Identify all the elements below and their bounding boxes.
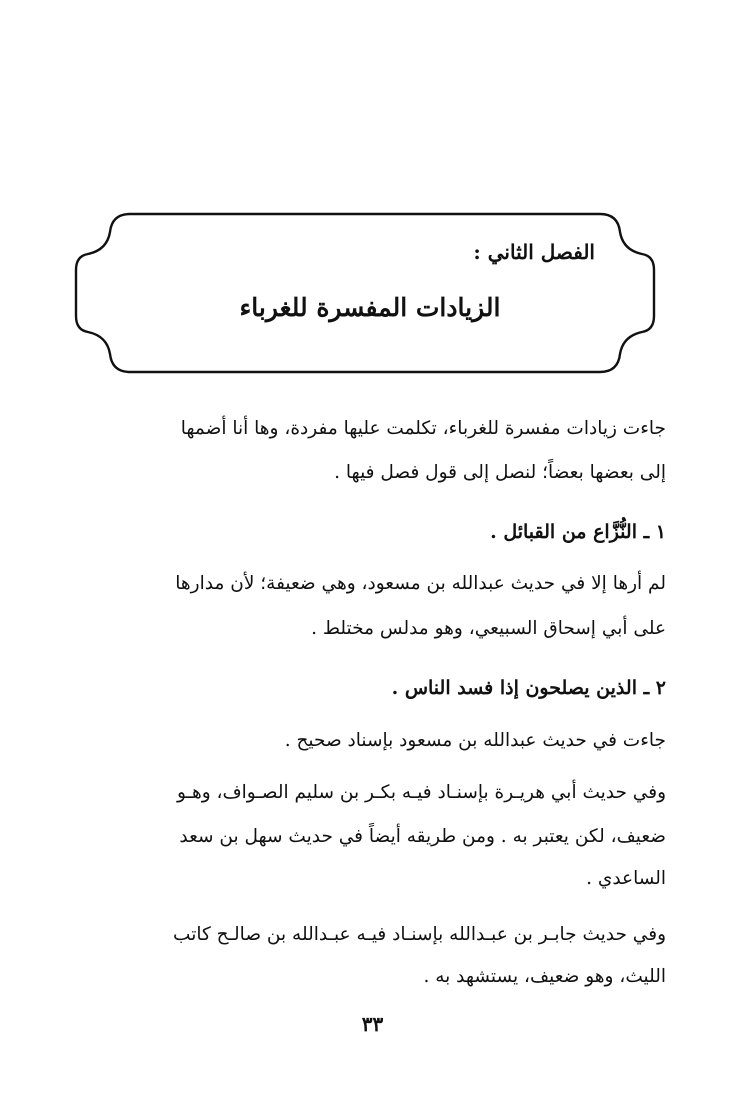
paragraph-1-line-2: على أبي إسحاق السبيعي، وهو مدلس مختلط . — [311, 618, 666, 639]
paragraph-2-line-1: جاءت في حديث عبدالله بن مسعود بإسناد صحيح . — [284, 730, 666, 751]
paragraph-4-line-1: وفي حديث جابـر بن عبـدالله بإسنـاد فيـه عبـدالله بن صالـح كاتب — [173, 924, 666, 945]
page-number: ٣٣ — [361, 1012, 384, 1036]
chapter-label: الفصل الثاني : — [473, 240, 595, 264]
paragraph-3-line-2: ضعيف، لكن يعتبر به . ومن طريقه أيضاً في حديث سهل بن سعد — [179, 826, 666, 847]
paragraph-1-line-1: لم أرها إلا في حديث عبدالله بن مسعود، وهي ضعيفة؛ لأن مدارها — [175, 573, 666, 594]
section-heading-1: ١ ـ النُّزَّاع من القبائل . — [490, 521, 666, 543]
intro-line-1: جاءت زيادات مفسرة للغرباء، تكلمت عليها مفردة، وها أنا أضمها — [180, 418, 666, 439]
paragraph-3-line-1: وفي حديث أبي هريـرة بإسنـاد فيـه بكـر بن سليم الصـواف، وهـو — [176, 782, 666, 803]
paragraph-4-line-2: الليث، وهو ضعيف، يستشهد به . — [423, 966, 666, 987]
paragraph-3-line-3: الساعدي . — [586, 868, 666, 889]
intro-line-2: إلى بعضها بعضاً؛ لنصل إلى قول فصل فيها . — [334, 462, 666, 483]
section-heading-2: ٢ ـ الذين يصلحون إذا فسد الناس . — [391, 677, 666, 699]
chapter-title: الزيادات المفسرة للغرباء — [239, 293, 501, 322]
